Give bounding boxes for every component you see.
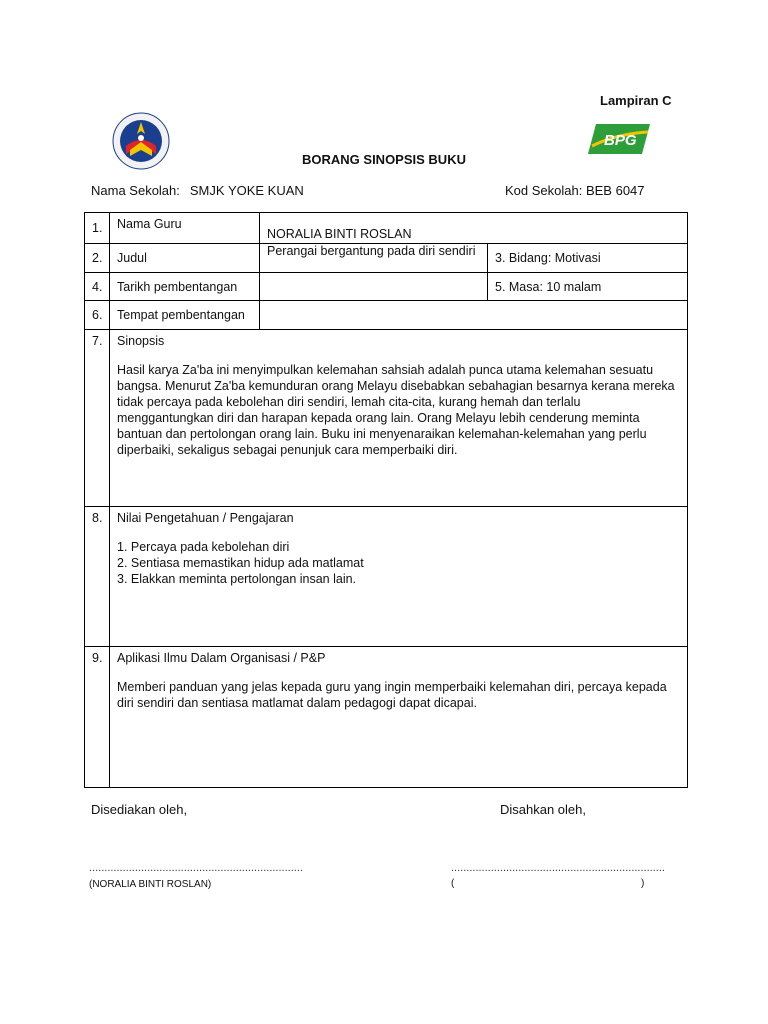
row-label: Judul (110, 244, 260, 273)
field-bidang: 3. Bidang: Motivasi (488, 244, 688, 273)
list-item: 1. Percaya pada kebolehan diri (117, 540, 290, 554)
application-text (117, 679, 680, 711)
row-number: 7. (85, 330, 110, 507)
row-label: Nama Guru (110, 213, 260, 244)
synopsis-line: tidak percaya pada kebolehan diri sendiri, lemah cita-cita, kurang hemah dan terlalu (117, 395, 581, 409)
synopsis-label: Sinopsis (117, 334, 165, 348)
presentation-place-value (260, 301, 688, 330)
school-code-line (505, 183, 645, 198)
row-number: 8. (85, 507, 110, 647)
application-line: diri sendiri dan sentiasa matlamat dalam pedagogi dapat dicapai. (117, 696, 477, 710)
row-number: 1. (85, 213, 110, 244)
prepared-by-name: (NORALIA BINTI ROSLAN) (89, 879, 212, 890)
book-title-value: Perangai bergantung pada diri sendiri (260, 244, 488, 273)
list-item: 3. Elakkan meminta pertolongan insan lain. (117, 572, 357, 586)
table-row (85, 244, 688, 273)
synopsis-line: Hasil karya Za'ba ini menyimpulkan kelemahan sahsiah adalah punca utama kelemahan sesuatu (117, 363, 654, 377)
row-label: Tarikh pembentangan (110, 273, 260, 301)
approved-by-label: Disahkan oleh, (500, 802, 586, 817)
lampiran-label: Lampiran C (600, 93, 672, 108)
synopsis-line: bangsa. Menurut Za'ba kemunduran orang Melayu disebabkan sebahagian besarnya kerana mereka (117, 379, 675, 393)
presentation-date-value (260, 273, 488, 301)
teacher-name-value: NORALIA BINTI ROSLAN (260, 213, 688, 244)
table-row (85, 330, 688, 507)
table-row (85, 213, 688, 244)
approved-by-close-paren: ) (641, 878, 645, 889)
school-name-label: Nama Sekolah: (91, 183, 180, 198)
bpg-logo-text: BPG (604, 132, 637, 149)
row-number: 2. (85, 244, 110, 273)
synopsis-cell (110, 330, 688, 507)
values-cell (110, 507, 688, 647)
field-masa: 5. Masa: 10 malam (488, 273, 688, 301)
prepared-by-label: Disediakan oleh, (91, 802, 188, 817)
row-number: 9. (85, 647, 110, 788)
table-row (85, 647, 688, 788)
synopsis-text (117, 362, 680, 458)
table-row (85, 301, 688, 330)
school-code-value: BEB 6047 (585, 183, 645, 198)
application-cell (110, 647, 688, 788)
school-name-value: SMJK YOKE KUAN (189, 183, 304, 198)
values-list (117, 539, 680, 587)
application-line: Memberi panduan yang jelas kepada guru yang ingin memperbaiki kelemahan diri, percaya kepada (117, 680, 667, 694)
application-label: Aplikasi Ilmu Dalam Organisasi / P&P (117, 651, 326, 665)
school-code-label: Kod Sekolah: (505, 183, 583, 198)
synopsis-line: diperbaiki, sekaligus sebagai penunjuk cara memperbaiki diri. (117, 443, 458, 457)
form-title: BORANG SINOPSIS BUKU (302, 152, 466, 167)
signature-line-left: ...................................................................... (89, 862, 303, 874)
synopsis-line: menggantungkan diri dan harapan kepada orang lain. Orang Melayu lebih cenderung meminta (117, 411, 640, 425)
synopsis-line: bantuan dan pertolongan orang lain. Buku ini menyenaraikan kelemahan-kelemahan yang perlu (117, 427, 647, 441)
table-row (85, 507, 688, 647)
row-label: Tempat pembentangan (110, 301, 260, 330)
row-number: 4. (85, 273, 110, 301)
synopsis-form-table (84, 212, 688, 788)
values-label: Nilai Pengetahuan / Pengajaran (117, 511, 294, 525)
table-row (85, 273, 688, 301)
school-name-line (91, 183, 304, 198)
list-item: 2. Sentiasa memastikan hidup ada matlamat (117, 556, 364, 570)
approved-by-open-paren: ( (451, 878, 455, 889)
signature-line-right: ...................................................................... (451, 862, 665, 874)
row-number: 6. (85, 301, 110, 330)
